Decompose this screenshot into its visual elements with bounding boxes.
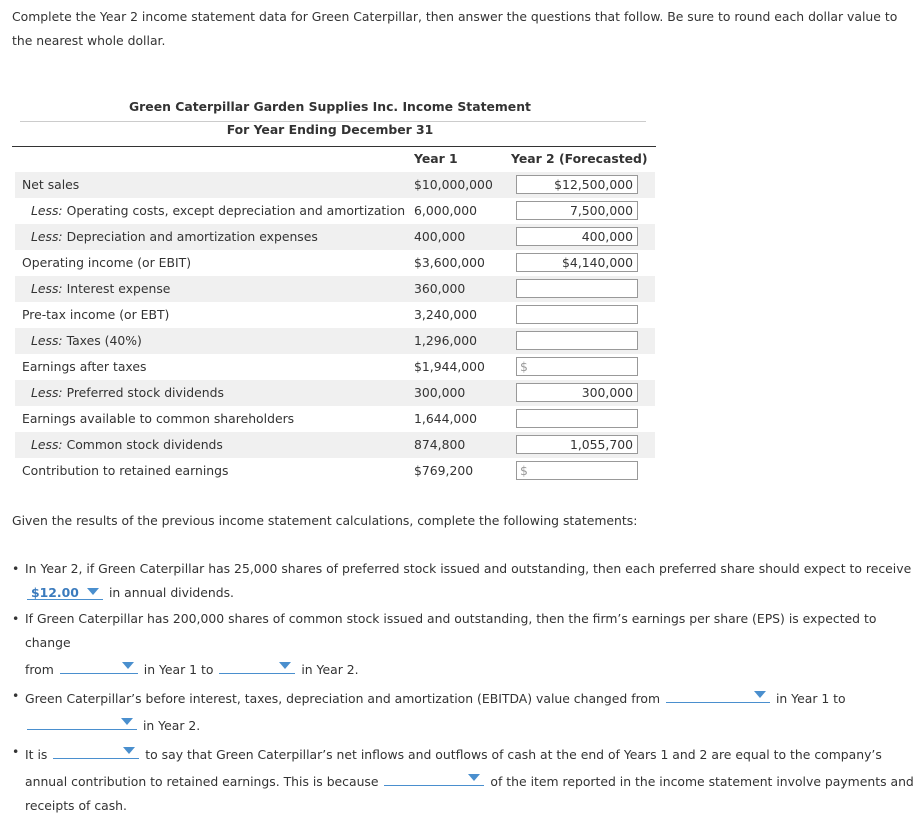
table-row: [15, 406, 655, 432]
chevron-down-icon: [121, 718, 133, 725]
q1-selected-value: $12.00: [31, 585, 79, 600]
statement-title: Green Caterpillar Garden Supplies Inc. Income Statement: [129, 99, 531, 114]
row-label-text: Depreciation and amortization expenses: [62, 229, 318, 244]
row-label-text: Preferred stock dividends: [62, 385, 224, 400]
table-row: [15, 276, 655, 302]
year1-value: 300,000: [414, 385, 466, 400]
bullet: •: [12, 688, 20, 703]
chevron-down-icon: [468, 774, 480, 781]
bullet: •: [12, 611, 20, 626]
row-prefix: Less:: [31, 203, 63, 218]
year1-value: 874,800: [414, 437, 466, 452]
year2-input[interactable]: [516, 383, 638, 402]
questions-list: [12, 557, 917, 820]
row-label: [31, 198, 405, 224]
q1-text-end: in annual dividends.: [108, 585, 234, 600]
table-row: [15, 354, 655, 380]
year2-value: $4,140,000: [562, 255, 633, 270]
row-label-text: Operating income (or EBIT): [22, 255, 192, 270]
q2-mid: in Year 1 to: [143, 662, 214, 677]
chevron-down-icon: [754, 691, 766, 698]
year1-value: 6,000,000: [414, 203, 478, 218]
row-label: [22, 458, 228, 484]
question-4: [12, 740, 917, 818]
given-text: Given the results of the previous income statement calculations, complete the following statements:: [12, 513, 638, 528]
instructions: Complete the Year 2 income statement data for Green Caterpillar, then answer the questions that follow. Be sure to round each dollar value to the nearest whole dollar.: [12, 9, 898, 48]
year2-input[interactable]: [516, 201, 638, 220]
chevron-down-icon: [122, 662, 134, 669]
q2-text: If Green Caterpillar has 200,000 shares of common stock issued and outstanding, then the firm’s earnings per share (EPS) is expected to change: [25, 611, 877, 650]
dollar-sign: $: [520, 359, 528, 374]
table-row: [15, 302, 655, 328]
q3-ebitda-year1-dropdown[interactable]: [666, 684, 770, 703]
q1-text: In Year 2, if Green Caterpillar has 25,000 shares of preferred stock issued and outstanding, then each preferred share should expect to receive: [25, 561, 912, 576]
row-label-text: Operating costs, except depreciation and amortization: [62, 203, 406, 218]
col-year1-header: Year 1: [414, 151, 458, 166]
chevron-down-icon: [87, 588, 99, 595]
year1-value: $3,600,000: [414, 255, 485, 270]
q4-text: It is: [25, 747, 48, 762]
year1-value: 3,240,000: [414, 307, 478, 322]
year2-input[interactable]: [516, 227, 638, 246]
q2-end: in Year 2.: [301, 662, 359, 677]
year2-input[interactable]: [516, 305, 638, 324]
year1-value: 400,000: [414, 229, 466, 244]
question-1: [12, 557, 917, 605]
row-label-text: Net sales: [22, 177, 80, 192]
row-label: [31, 224, 318, 250]
table-row: [15, 458, 655, 484]
q2-eps-year2-dropdown[interactable]: [219, 655, 295, 674]
year2-value: 1,055,700: [569, 437, 633, 452]
q3-end: in Year 2.: [142, 718, 201, 733]
year2-input[interactable]: [516, 253, 638, 272]
row-prefix: Less:: [31, 333, 63, 348]
year2-input[interactable]: [516, 279, 638, 298]
chevron-down-icon: [279, 662, 291, 669]
chevron-down-icon: [123, 747, 135, 754]
row-label: [31, 328, 142, 354]
q4-text-end: of the item reported in the income statement involve payments and receipts of cash.: [25, 774, 914, 813]
q4-text-mid: to say that Green Caterpillar’s net inflows and outflows of cash at the end of Years 1 and 2 are equal to the company’s annual contribution to retained earnings. This is because: [25, 747, 882, 789]
row-label-text: Taxes (40%): [62, 333, 142, 348]
table-row: [15, 380, 655, 406]
row-label: [31, 432, 223, 458]
year2-input[interactable]: [516, 461, 638, 480]
row-label: [22, 250, 191, 276]
table-row: [15, 432, 655, 458]
year1-value: $769,200: [414, 463, 474, 478]
year2-input[interactable]: [516, 409, 638, 428]
header-divider: [12, 146, 656, 147]
year2-value: $12,500,000: [554, 177, 633, 192]
table-row: [15, 198, 655, 224]
bullet: •: [12, 744, 20, 759]
row-label-text: Earnings after taxes: [22, 359, 147, 374]
row-label: [22, 354, 146, 380]
year2-value: 300,000: [581, 385, 633, 400]
row-label: [31, 276, 170, 302]
q3-text: Green Caterpillar’s before interest, taxes, depreciation and amortization (EBITDA) value changed from: [25, 691, 661, 706]
q2-from: from: [25, 662, 54, 677]
table-row: [15, 250, 655, 276]
year2-value: 7,500,000: [569, 203, 633, 218]
row-label: [22, 302, 169, 328]
col-year2-header: Year 2 (Forecasted): [511, 151, 648, 166]
year2-input[interactable]: [516, 357, 638, 376]
row-label-text: Interest expense: [62, 281, 171, 296]
year1-value: 1,644,000: [414, 411, 478, 426]
row-label-text: Pre-tax income (or EBT): [22, 307, 170, 322]
q4-reason-dropdown[interactable]: [384, 767, 484, 786]
q2-eps-year1-dropdown[interactable]: [60, 655, 138, 674]
row-label: [22, 406, 294, 432]
year1-value: $10,000,000: [414, 177, 493, 192]
row-label: [22, 172, 79, 198]
q1-preferred-dividend-dropdown[interactable]: [27, 581, 103, 600]
q3-mid: in Year 1 to: [775, 691, 846, 706]
year2-input[interactable]: [516, 435, 638, 454]
row-prefix: Less:: [31, 229, 63, 244]
year1-value: 1,296,000: [414, 333, 478, 348]
row-label: [31, 380, 224, 406]
bullet: •: [12, 561, 20, 576]
year1-value: 360,000: [414, 281, 466, 296]
row-label-text: Earnings available to common shareholders: [22, 411, 295, 426]
statement-subtitle: For Year Ending December 31: [226, 122, 434, 137]
table-row: [15, 172, 655, 198]
question-3: [12, 684, 917, 738]
row-label-text: Common stock dividends: [62, 437, 223, 452]
year2-value: 400,000: [581, 229, 633, 244]
year2-input[interactable]: [516, 175, 638, 194]
dollar-sign: $: [520, 463, 528, 478]
table-row: [15, 224, 655, 250]
row-prefix: Less:: [31, 437, 63, 452]
year1-value: $1,944,000: [414, 359, 485, 374]
question-2: [12, 607, 917, 682]
row-prefix: Less:: [31, 385, 63, 400]
year2-input[interactable]: [516, 331, 638, 350]
row-prefix: Less:: [31, 281, 63, 296]
table-row: [15, 328, 655, 354]
q4-correctness-dropdown[interactable]: [53, 740, 139, 759]
q3-ebitda-year2-dropdown[interactable]: [27, 711, 137, 730]
row-label-text: Contribution to retained earnings: [22, 463, 229, 478]
